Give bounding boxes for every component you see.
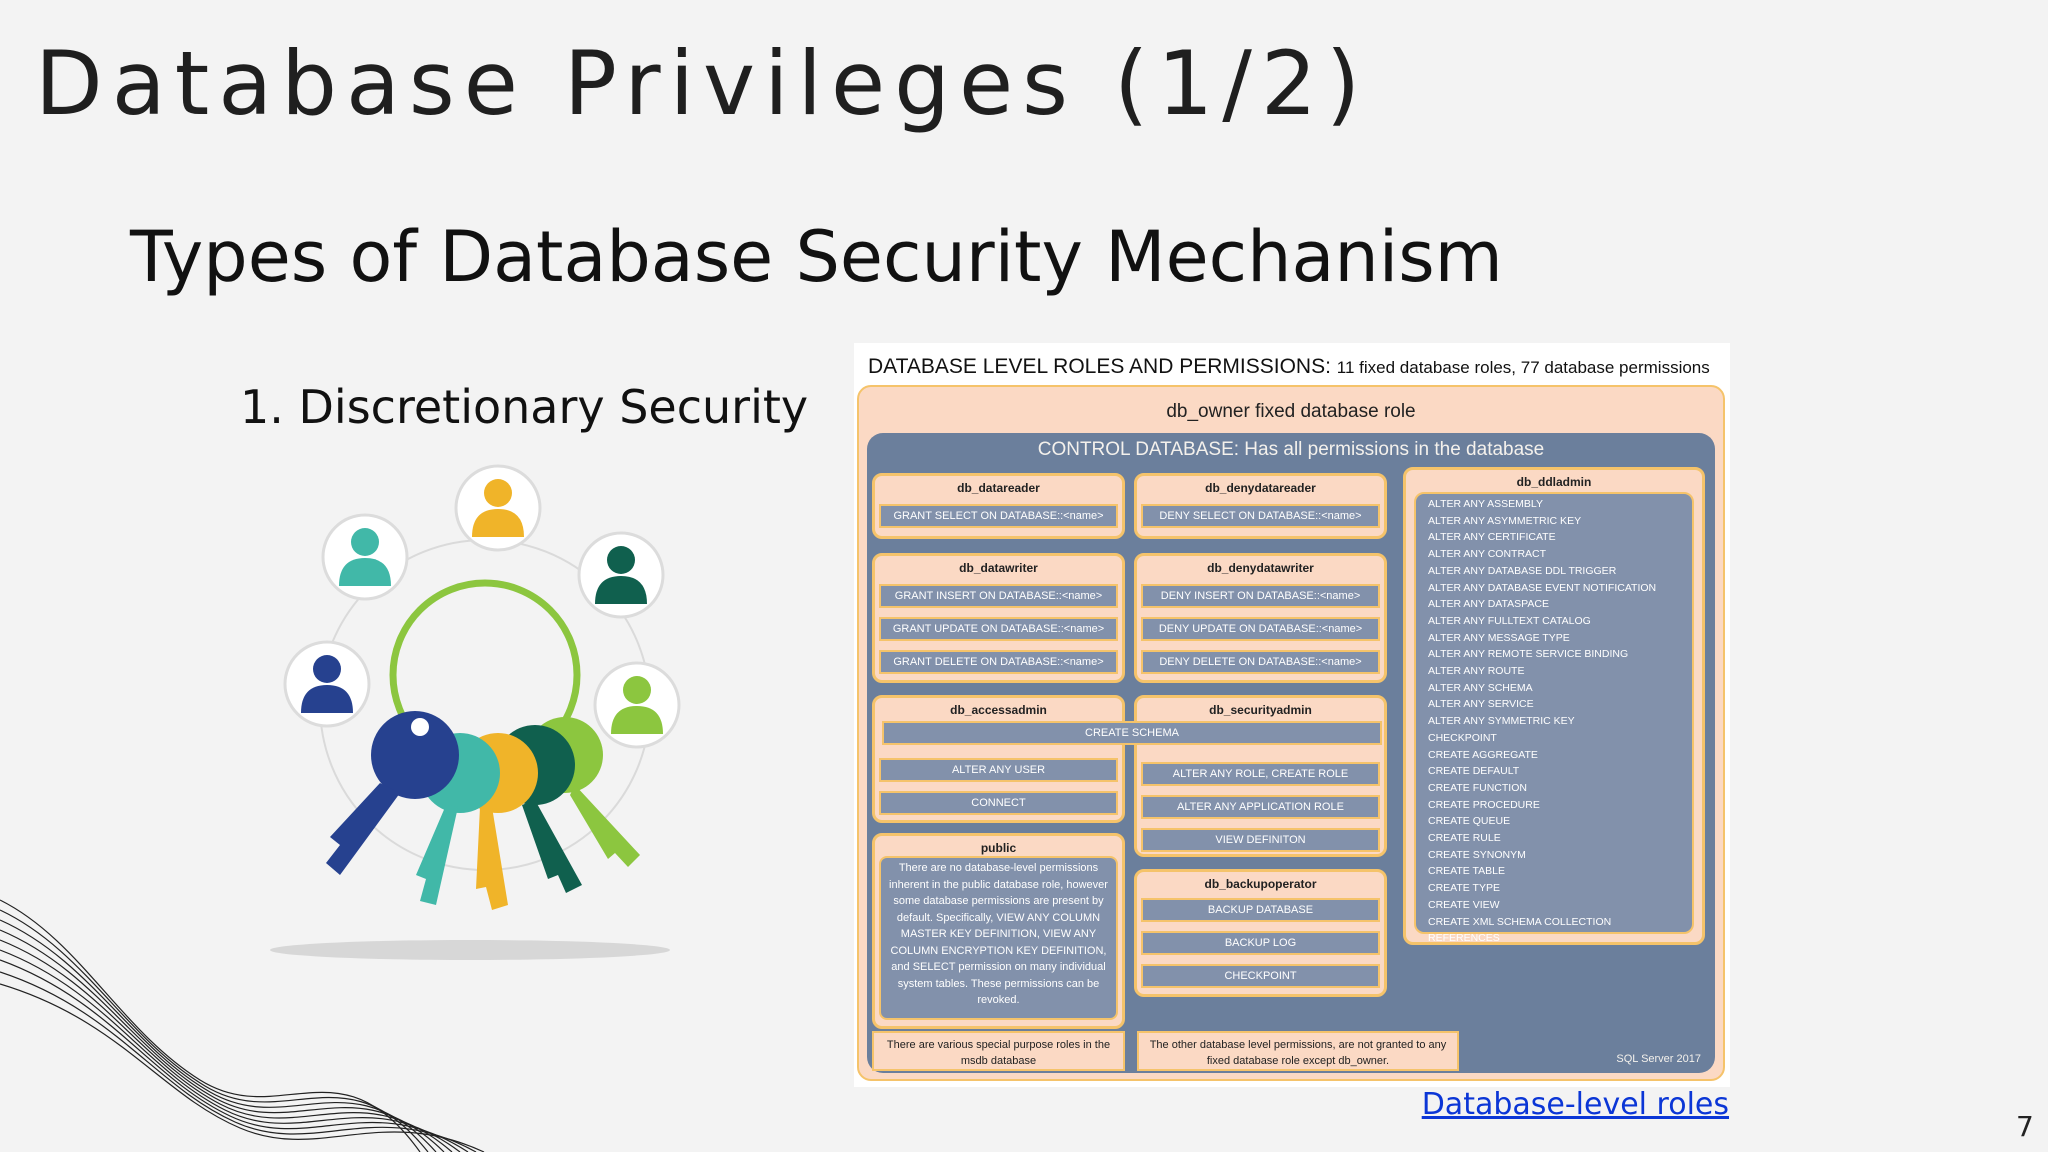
- permission-item: ALTER ANY REMOTE SERVICE BINDING: [1428, 648, 1629, 661]
- permission-item: CREATE XML SCHEMA COLLECTION: [1428, 915, 1612, 928]
- note-msdb-roles: There are various special purpose roles in the msdb database: [872, 1031, 1125, 1071]
- database-level-roles-link[interactable]: Database-level roles: [1421, 1087, 1729, 1122]
- permission-item: BACKUP LOG: [1141, 931, 1380, 955]
- permission-item: ALTER ANY SCHEMA: [1428, 681, 1533, 694]
- role-db-datawriter: [872, 553, 1125, 683]
- permission-item: CREATE PROCEDURE: [1428, 798, 1540, 811]
- permission-item: VIEW DEFINITON: [1141, 828, 1380, 852]
- role-db-ddladmin: [1403, 467, 1705, 945]
- permission-item: ALTER ANY ROUTE: [1428, 665, 1525, 678]
- permission-item: CREATE RULE: [1428, 832, 1501, 845]
- role-public: [872, 833, 1125, 1029]
- permission-item: ALTER ANY ASSEMBLY: [1428, 498, 1543, 510]
- role-db-backupoperator: [1134, 869, 1387, 997]
- permission-item: DENY DELETE ON DATABASE::<name>: [1141, 650, 1380, 674]
- ddladmin-permission-list: [1414, 492, 1694, 945]
- role-name: db_ddladmin: [1516, 475, 1592, 489]
- role-name: db_denydatareader: [1205, 481, 1316, 495]
- note-other-permissions: The other database level permissions, are not granted to any fixed database role except db_owner.: [1137, 1031, 1459, 1071]
- permission-item: ALTER ANY CONTRACT: [1428, 548, 1547, 561]
- role-db-denydatareader: [1134, 473, 1387, 539]
- permission-item: ALTER ANY APPLICATION ROLE: [1141, 795, 1380, 819]
- permission-create-schema-shared: CREATE SCHEMA: [882, 721, 1382, 745]
- page-number: 7: [2016, 1110, 2034, 1143]
- permission-item: BACKUP DATABASE: [1141, 898, 1380, 922]
- role-name: db_denydatawriter: [1207, 561, 1314, 575]
- role-name: db_accessadmin: [950, 703, 1047, 717]
- permission-item: ALTER ANY FULLTEXT CATALOG: [1428, 614, 1591, 627]
- diagram-heading-main: DATABASE LEVEL ROLES AND PERMISSIONS:: [868, 355, 1331, 378]
- permission-item: DENY UPDATE ON DATABASE::<name>: [1141, 617, 1380, 641]
- permission-item: CHECKPOINT: [1428, 731, 1497, 744]
- permission-item: ALTER ANY DATASPACE: [1428, 598, 1549, 611]
- role-db-accessadmin: [872, 695, 1125, 823]
- user-icon-orange: [456, 466, 540, 550]
- permission-item: ALTER ANY CERTIFICATE: [1428, 531, 1556, 544]
- permission-item: ALTER ANY ROLE, CREATE ROLE: [1141, 762, 1380, 786]
- public-role-description: There are no database-level permissions inherent in the public database role, however some database permissions are present by default. Specifically, VIEW ANY COLUMN MASTER KEY DEFINITION, VIEW ANY COLUMN ENCRYPTION KEY DEFINITION, and SELECT permission on many individual system tables. These permissions can be revoked.: [879, 856, 1118, 1020]
- permission-item: ALTER ANY DATABASE DDL TRIGGER: [1428, 564, 1617, 577]
- diagram-heading-detail: 11 fixed database roles, 77 database permissions: [1336, 358, 1710, 377]
- permission-item: CREATE SYNONYM: [1428, 848, 1526, 861]
- permission-item: ALTER ANY ASYMMETRIC KEY: [1428, 514, 1582, 527]
- permission-item: CREATE VIEW: [1428, 898, 1500, 911]
- permission-item: GRANT DELETE ON DATABASE::<name>: [879, 650, 1118, 674]
- control-database-panel: [867, 433, 1715, 1073]
- user-icon-darkgreen: [579, 533, 663, 617]
- permission-item: ALTER ANY SYMMETRIC KEY: [1428, 715, 1575, 728]
- permission-item: ALTER ANY USER: [879, 758, 1118, 782]
- permission-item: ALTER ANY DATABASE EVENT NOTIFICATION: [1428, 581, 1657, 594]
- permission-item: GRANT SELECT ON DATABASE::<name>: [879, 504, 1118, 528]
- permission-item: GRANT UPDATE ON DATABASE::<name>: [879, 617, 1118, 641]
- permission-item: REFERENCES: [1428, 932, 1500, 945]
- role-db-denydatawriter: [1134, 553, 1387, 683]
- role-name: db_datareader: [957, 481, 1040, 495]
- role-db-datareader: [872, 473, 1125, 539]
- permission-item: ALTER ANY SERVICE: [1428, 698, 1534, 711]
- diagram-heading: [868, 355, 1710, 379]
- permission-item: DENY INSERT ON DATABASE::<name>: [1141, 584, 1380, 608]
- permission-item: CREATE QUEUE: [1428, 815, 1511, 828]
- db-owner-box: [857, 385, 1725, 1081]
- permission-item: DENY SELECT ON DATABASE::<name>: [1141, 504, 1380, 528]
- role-name: db_backupoperator: [1204, 877, 1317, 891]
- role-name: db_datawriter: [959, 561, 1038, 575]
- permission-item: ALTER ANY MESSAGE TYPE: [1428, 631, 1570, 644]
- permission-item: GRANT INSERT ON DATABASE::<name>: [879, 584, 1118, 608]
- permission-item: CREATE TABLE: [1428, 865, 1506, 878]
- permission-item: CREATE FUNCTION: [1428, 781, 1527, 794]
- user-icon-teal: [323, 515, 407, 599]
- role-name: db_securityadmin: [1209, 703, 1312, 717]
- permission-item: CREATE DEFAULT: [1428, 765, 1520, 778]
- control-database-label: CONTROL DATABASE: Has all permissions in the database: [1037, 439, 1545, 460]
- permission-item: CHECKPOINT: [1141, 964, 1380, 988]
- bullet-discretionary-security: 1. Discretionary Security: [240, 380, 809, 434]
- slide-title: Database Privileges (1/2): [35, 32, 1370, 135]
- permission-item: CREATE TYPE: [1428, 882, 1500, 895]
- user-icon-lime: [595, 663, 679, 747]
- slide-subtitle: Types of Database Security Mechanism: [130, 216, 1503, 298]
- user-icon-navy: [285, 642, 369, 726]
- decorative-wave-lines: [0, 880, 520, 1152]
- database-roles-diagram: [854, 343, 1730, 1087]
- db-owner-label: db_owner fixed database role: [1166, 401, 1416, 422]
- permission-item: CREATE AGGREGATE: [1428, 748, 1538, 761]
- role-db-securityadmin: [1134, 695, 1387, 857]
- role-name: public: [980, 841, 1017, 855]
- permission-item: CONNECT: [879, 791, 1118, 815]
- version-label: SQL Server 2017: [1616, 1053, 1701, 1065]
